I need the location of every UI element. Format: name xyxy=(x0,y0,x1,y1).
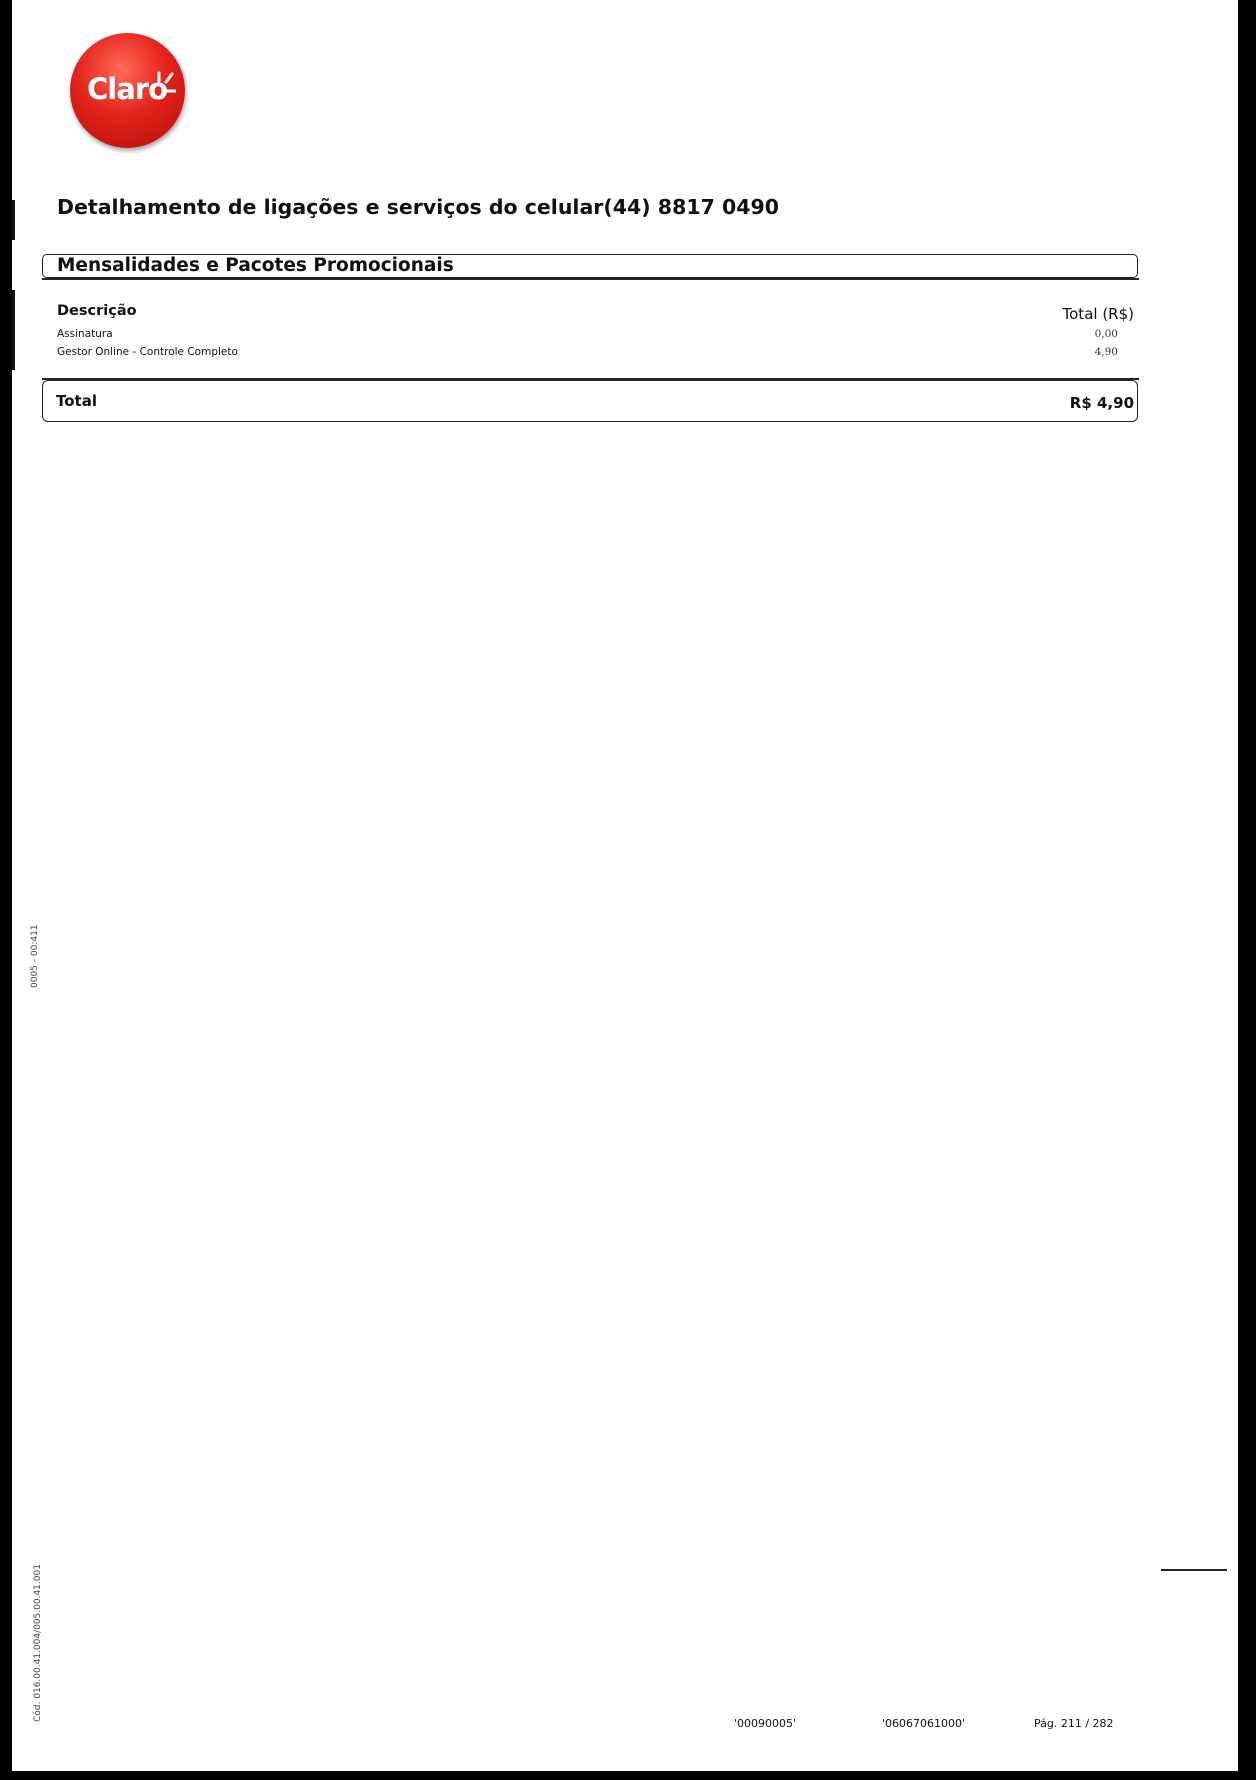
logo-text: Claro xyxy=(86,72,168,106)
page-title: Detalhamento de ligações e serviços do celular(44) 8817 0490 xyxy=(57,195,780,219)
footer-code-1: '00090005' xyxy=(734,1717,797,1730)
scan-edge-mark xyxy=(12,200,15,240)
margin-dash xyxy=(1161,1569,1227,1571)
side-code-upper: 0005 - 00:411 xyxy=(30,924,40,988)
item-label: Gestor Online - Controle Completo xyxy=(57,346,238,358)
logo-rays-icon xyxy=(154,71,176,95)
footer-code-2: '06067061000' xyxy=(882,1717,966,1730)
section-title: Mensalidades e Pacotes Promocionais xyxy=(57,255,454,276)
total-label: Total xyxy=(56,392,97,410)
section-divider xyxy=(42,278,1139,280)
side-code-lower: Cód. 016.00.41.004/005.00.41.001 xyxy=(33,1564,43,1722)
item-label: Assinatura xyxy=(57,328,113,340)
column-header-total: Total (R$) xyxy=(1062,305,1134,323)
total-value: R$ 4,90 xyxy=(1069,394,1134,412)
scan-edge-mark xyxy=(12,290,15,370)
item-value: 4,90 xyxy=(1094,346,1118,358)
total-box xyxy=(42,380,1138,422)
column-header-description: Descrição xyxy=(57,303,137,319)
claro-logo xyxy=(70,33,185,148)
footer-page-number: Pág. 211 / 282 xyxy=(1034,1717,1114,1730)
item-value: 0,00 xyxy=(1094,328,1118,340)
